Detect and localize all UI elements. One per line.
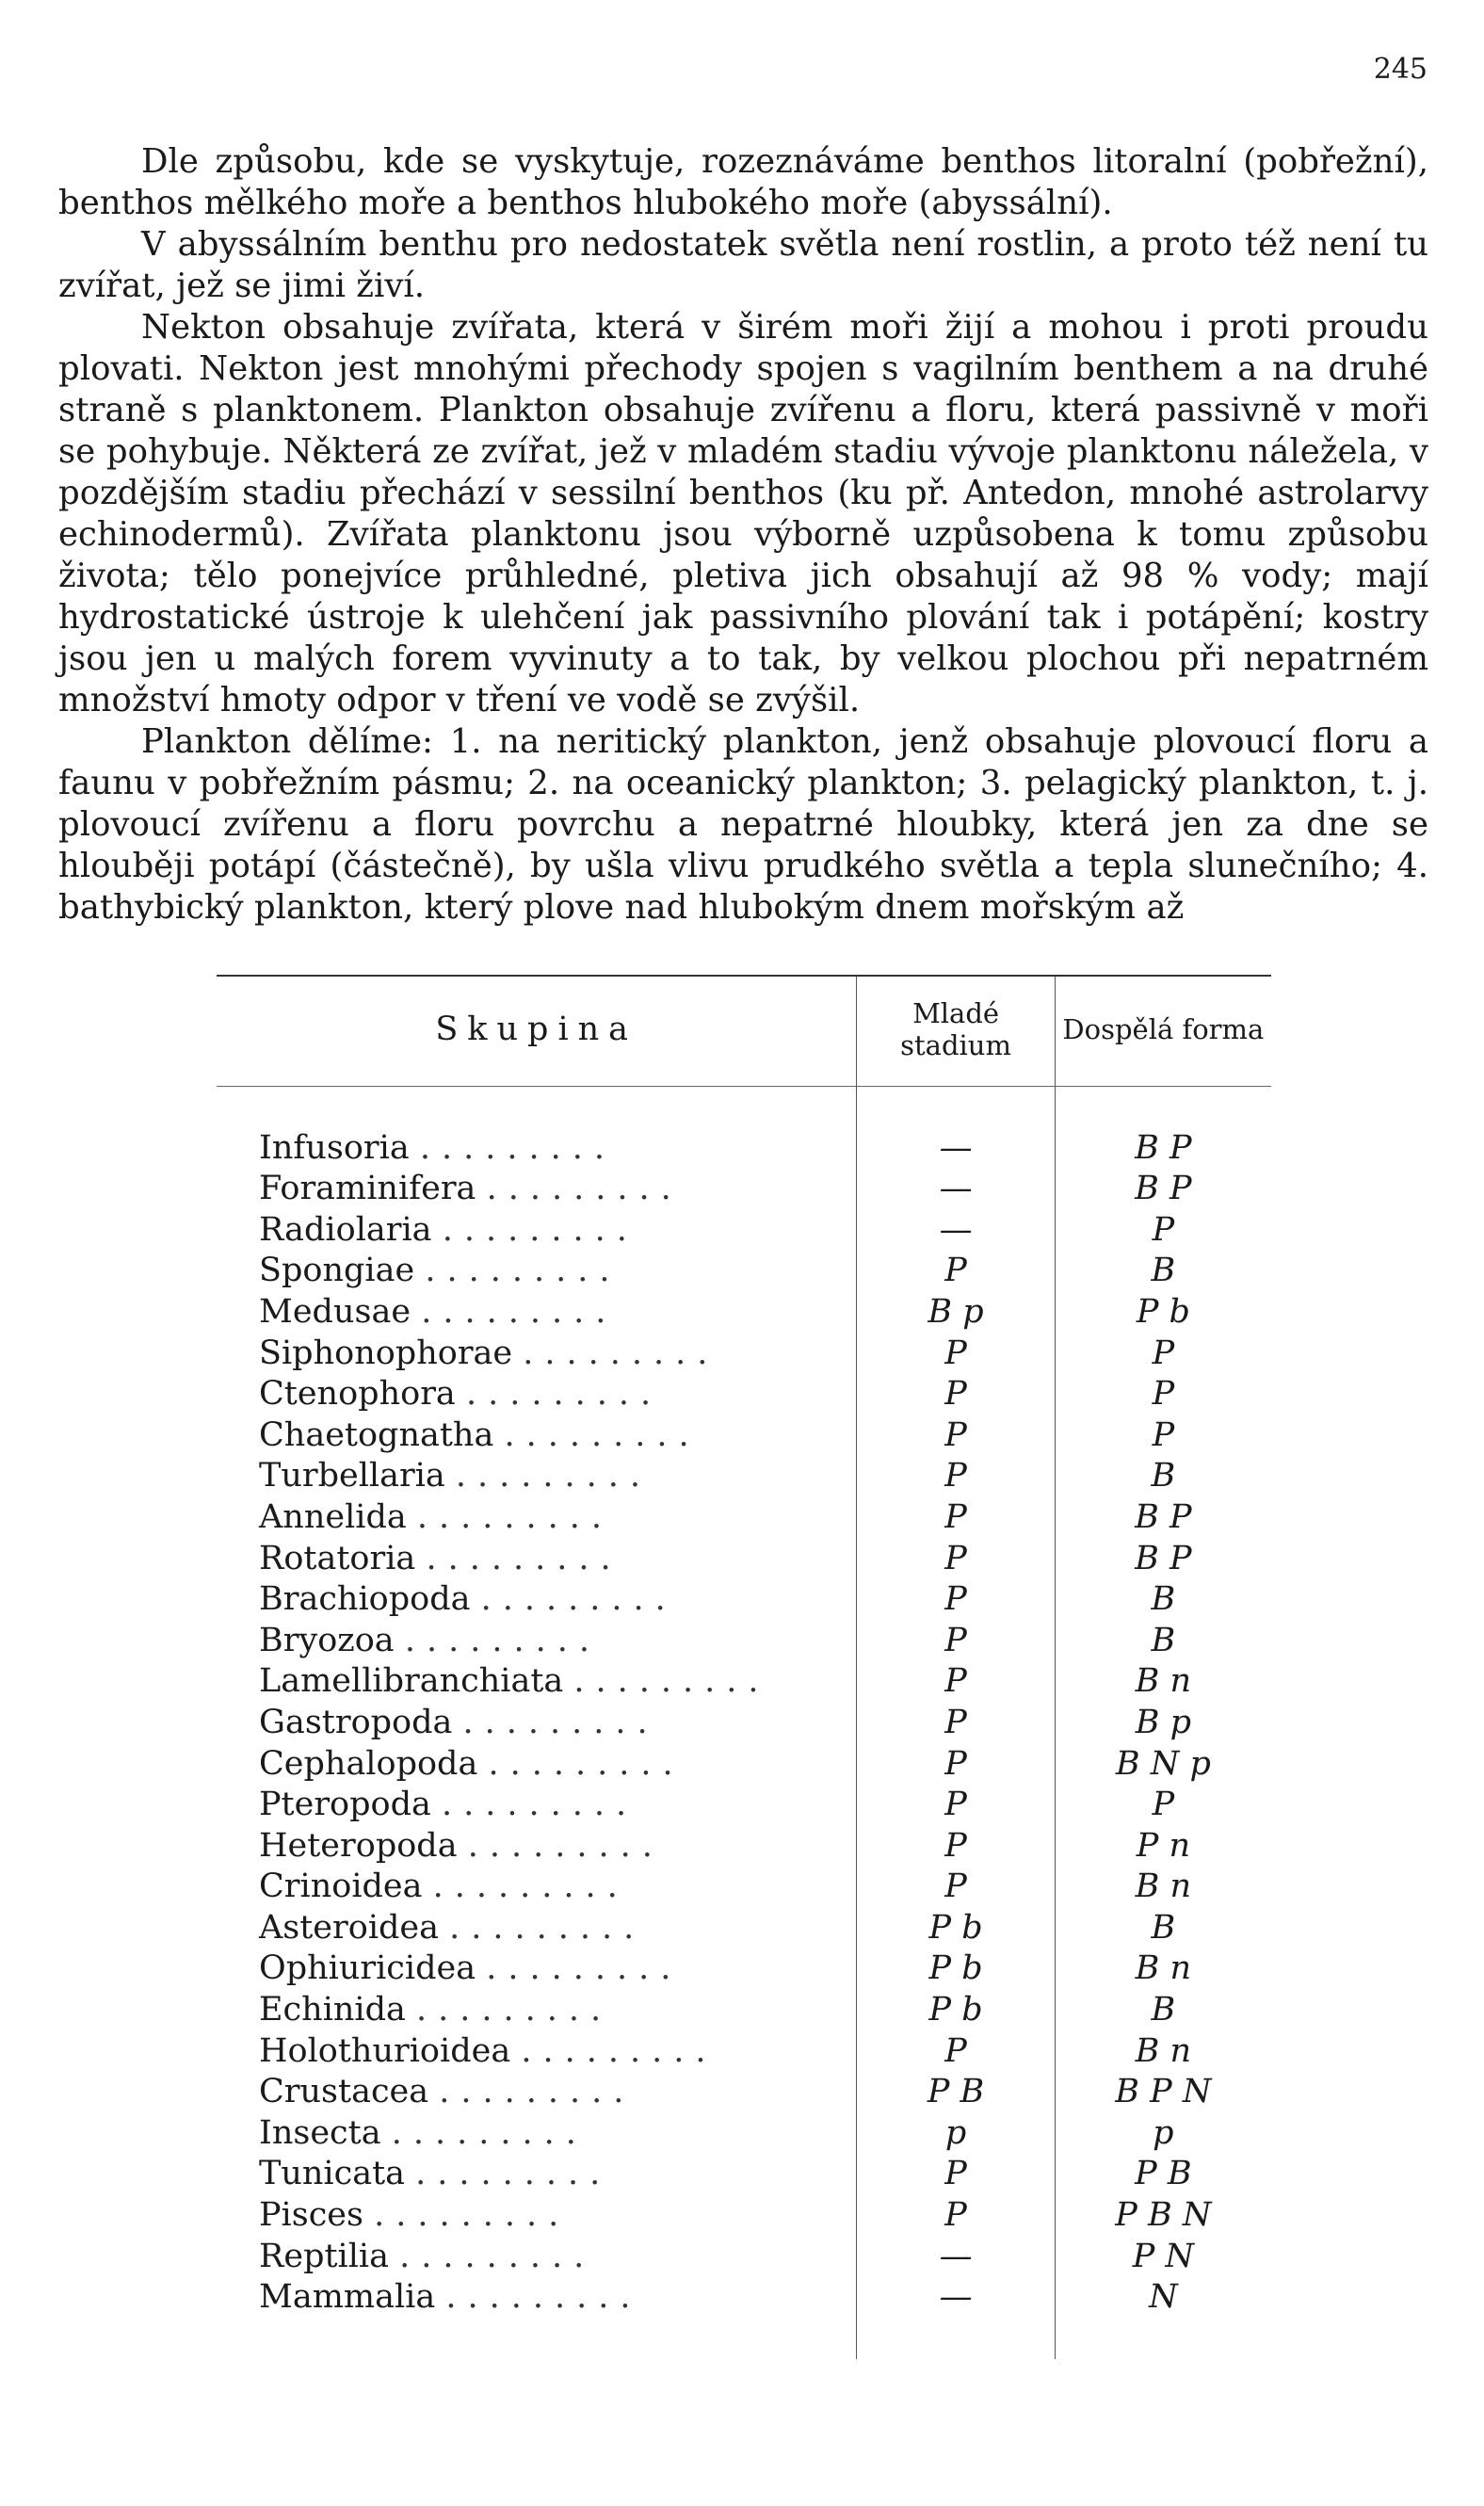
row-adult-form: P B N <box>1115 2196 1212 2235</box>
table-row <box>217 2031 1271 2073</box>
row-leader-dots: ......... <box>426 1539 622 1577</box>
row-group-name: Bryozoa <box>259 1621 395 1659</box>
table-row <box>217 1948 1271 1990</box>
row-adult-form: N <box>1149 2278 1178 2317</box>
row-young-stage: P b <box>857 1990 1055 2031</box>
row-leader-dots: ......... <box>432 1867 629 1906</box>
row-adult-form: P N <box>1132 2237 1195 2275</box>
row-group-name: Insecta <box>259 2113 381 2152</box>
row-group-cell <box>217 1990 857 2031</box>
row-leader-dots: ......... <box>467 1826 664 1865</box>
paragraph-3: Nekton obsahuje zvířata, která v širém moři žijí a mohou i proti proudu plovati. Nekton jest mnohými přechody spojen s vagilním benthem a na druhé straně s planktonem. Plankton obsahuje zvířenu a floru, která passivně v moři se pohybuje. Některá ze zvířat, jež v mladém stadiu vývoje planktonu náležela, v pozdějším stadiu přechází v sessilní benthos (ku př. Antedon, mnohé astrolarvy echinodermů). Zvířata planktonu jsou výborně uzpůsobena k tomu způsobu života; tělo ponejvíce průhledné, pletiva jich obsahují až 98 % vody; mají hydrostatické ústroje k ulehčení jak passivního plování tak i potápění; kostry jsou jen u malých forem vyvinuty a to tak, by velkou plochou při nepatrném množství hmoty odpor v tření ve vodě se zvýšil. <box>58 308 1428 719</box>
row-group-cell <box>217 1210 857 1252</box>
row-group-name: Echinida <box>259 1991 406 2029</box>
row-group-name: Cephalopoda <box>259 1744 478 1783</box>
row-group-name: Mammalia <box>259 2278 436 2317</box>
row-group-name: Heteropoda <box>259 1826 458 1865</box>
row-leader-dots: ......... <box>465 1375 663 1414</box>
table-row <box>217 1579 1271 1621</box>
row-group-cell <box>217 1251 857 1292</box>
groups-table <box>217 977 1271 2359</box>
row-group-name: Siphonophorae <box>259 1334 513 1372</box>
table-row <box>217 1785 1271 1826</box>
row-leader-dots: ......... <box>404 1621 601 1659</box>
row-young-stage: P <box>857 1785 1055 1826</box>
table-row <box>217 2113 1271 2155</box>
row-leader-dots: ......... <box>374 2196 571 2235</box>
row-group-cell <box>217 2237 857 2278</box>
row-group-cell <box>217 1826 857 1867</box>
table-row <box>217 1334 1271 1375</box>
row-young-stage: — <box>857 2277 1055 2319</box>
table-row <box>217 1826 1271 1867</box>
row-adult-form: p <box>1153 2113 1174 2152</box>
row-adult-form: P B <box>1135 2155 1192 2193</box>
row-adult-form: B P N <box>1115 2073 1212 2111</box>
row-group-name: Rotatoria <box>259 1539 416 1577</box>
row-leader-dots: ......... <box>523 1334 719 1372</box>
row-group-name: Pteropoda <box>259 1786 431 1824</box>
table-row <box>217 1374 1271 1415</box>
row-group-cell <box>217 2154 857 2195</box>
row-group-cell <box>217 1867 857 1908</box>
row-group-cell <box>217 2031 857 2073</box>
row-leader-dots: ......... <box>449 1908 646 1947</box>
row-young-stage: P <box>857 1661 1055 1703</box>
body-text <box>58 141 1428 929</box>
row-young-stage: — <box>857 1128 1055 1170</box>
row-group-cell <box>217 2113 857 2155</box>
row-young-stage: — <box>857 1210 1055 1252</box>
row-group-name: Chaetognatha <box>259 1415 494 1454</box>
row-adult-form: P n <box>1136 1826 1190 1865</box>
row-young-stage: P <box>857 1744 1055 1786</box>
table-row <box>217 1415 1271 1457</box>
row-group-name: Infusoria <box>259 1128 410 1167</box>
row-young-stage: P b <box>857 1948 1055 1990</box>
table-row <box>217 2237 1271 2278</box>
row-young-stage: P <box>857 1867 1055 1908</box>
row-young-stage: P <box>857 1497 1055 1539</box>
row-young-stage: P <box>857 1579 1055 1621</box>
row-young-stage: P <box>857 2195 1055 2237</box>
row-young-stage: P <box>857 1539 1055 1580</box>
row-leader-dots: ......... <box>504 1415 701 1454</box>
row-young-stage: B p <box>857 1292 1055 1334</box>
row-group-name: Lamellibranchiata <box>259 1662 564 1701</box>
row-group-name: Ctenophora <box>259 1375 456 1414</box>
row-group-cell <box>217 1785 857 1826</box>
row-group-name: Brachiopoda <box>259 1580 471 1619</box>
row-adult-form: B n <box>1135 1867 1192 1906</box>
paragraph-4: Plankton dělíme: 1. na neritický plankton, jenž obsahuje plovoucí floru a faunu v pobřežním pásmu; 2. na oceanický plankton; 3. pelagický plankton, t. j. plovoucí zvířenu a floru povrchu a nepatrné hloubky, která jen za dne se hlouběji potápí (částečně), by ušla vlivu prudkého světla a tepla slunečního; 4. bathybický plankton, který plove nad hlubokým dnem mořským až <box>58 722 1428 927</box>
table-row <box>217 2154 1271 2195</box>
row-group-cell <box>217 1579 857 1621</box>
row-leader-dots: ......... <box>416 1497 614 1536</box>
row-young-stage: P <box>857 1415 1055 1457</box>
row-adult-form: B P <box>1135 1497 1192 1536</box>
row-group-cell <box>217 1661 857 1703</box>
row-group-name: Reptilia <box>259 2237 389 2275</box>
table-row <box>217 1169 1271 1210</box>
table-row <box>217 1456 1271 1497</box>
row-adult-form: B P <box>1135 1128 1192 1167</box>
row-young-stage: P <box>857 2154 1055 2195</box>
row-group-cell <box>217 1703 857 1744</box>
row-leader-dots: ......... <box>573 1662 770 1701</box>
row-young-stage: — <box>857 1169 1055 1210</box>
row-group-cell <box>217 1334 857 1375</box>
row-group-cell <box>217 1415 857 1457</box>
row-leader-dots: ......... <box>439 2073 636 2111</box>
row-adult-form: B n <box>1135 1662 1192 1701</box>
row-young-stage: p <box>857 2113 1055 2155</box>
table-row <box>217 1292 1271 1334</box>
row-adult-form: P <box>1152 1334 1175 1372</box>
row-leader-dots: ......... <box>480 1580 677 1619</box>
row-adult-form: B <box>1151 1252 1176 1290</box>
header-adult: Dospělá forma <box>1062 1013 1265 1045</box>
table-row <box>217 2072 1271 2113</box>
row-leader-dots: ......... <box>391 2113 588 2152</box>
row-leader-dots: ......... <box>399 2237 596 2275</box>
row-group-cell <box>217 1539 857 1580</box>
row-group-cell <box>217 1497 857 1539</box>
row-group-cell <box>217 1292 857 1334</box>
row-leader-dots: ......... <box>486 1170 683 1208</box>
row-leader-dots: ......... <box>455 1457 653 1496</box>
row-group-name: Crustacea <box>259 2073 429 2111</box>
row-young-stage: P <box>857 2031 1055 2073</box>
row-group-cell <box>217 1374 857 1415</box>
row-leader-dots: ......... <box>419 1128 616 1167</box>
row-group-name: Medusae <box>259 1292 411 1331</box>
row-group-name: Foraminifera <box>259 1170 476 1208</box>
row-leader-dots: ......... <box>488 1744 685 1783</box>
row-group-name: Radiolaria <box>259 1210 432 1249</box>
paragraph-2: V abyssálním benthu pro nedostatek světla není rostlin, a proto též není tu zvířat, jež se jimi živí. <box>58 225 1428 305</box>
row-group-name: Asteroidea <box>259 1908 439 1947</box>
row-group-cell <box>217 1169 857 1210</box>
row-adult-form: B n <box>1135 1949 1192 1988</box>
row-group-name: Gastropoda <box>259 1703 453 1741</box>
row-leader-dots: ......... <box>445 2278 642 2317</box>
row-group-cell <box>217 1948 857 1990</box>
row-adult-form: P <box>1152 1415 1175 1454</box>
row-adult-form: B <box>1151 1457 1176 1496</box>
page-number: 245 <box>1373 53 1428 86</box>
row-group-cell <box>217 2072 857 2113</box>
table-row <box>217 1497 1271 1539</box>
row-group-cell <box>217 2195 857 2237</box>
row-young-stage: P B <box>857 2072 1055 2113</box>
row-leader-dots: ......... <box>486 1949 683 1988</box>
row-young-stage: P b <box>857 1908 1055 1949</box>
row-adult-form: B <box>1151 1991 1176 2029</box>
header-young: Mladé stadium <box>857 977 1055 1087</box>
row-young-stage: P <box>857 1374 1055 1415</box>
row-young-stage: P <box>857 1334 1055 1375</box>
table-row <box>217 1867 1271 1908</box>
row-adult-form: P <box>1152 1786 1175 1824</box>
row-group-name: Ophiuricidea <box>259 1949 476 1988</box>
row-group-cell <box>217 1128 857 1170</box>
table-row <box>217 1744 1271 1786</box>
row-adult-form: B P <box>1135 1170 1192 1208</box>
row-leader-dots: ......... <box>521 2031 718 2070</box>
row-adult-form: B <box>1151 1621 1176 1659</box>
table-row <box>217 1251 1271 1292</box>
row-adult-form: P <box>1152 1210 1175 1249</box>
row-group-cell <box>217 1621 857 1662</box>
row-group-name: Crinoidea <box>259 1867 423 1906</box>
paragraph-1: Dle způsobu, kde se vyskytuje, rozeznáváme benthos litoralní (pobřežní), benthos mělkého moře a benthos hlubokého moře (abyssální). <box>58 142 1428 222</box>
row-leader-dots: ......... <box>425 1252 621 1290</box>
row-group-cell <box>217 1744 857 1786</box>
groups-table-wrap <box>217 975 1271 2359</box>
row-group-name: Pisces <box>259 2196 363 2235</box>
table-row <box>217 2195 1271 2237</box>
row-young-stage: P <box>857 1826 1055 1867</box>
row-adult-form: B n <box>1135 2031 1192 2070</box>
row-group-name: Turbellaria <box>259 1457 445 1496</box>
row-young-stage: — <box>857 2237 1055 2278</box>
header-group: Skupina <box>217 977 857 1087</box>
row-adult-form: B N p <box>1115 1744 1211 1783</box>
row-leader-dots: ......... <box>442 1786 638 1824</box>
table-row <box>217 1703 1271 1744</box>
row-young-stage: P <box>857 1621 1055 1662</box>
row-adult-form: B <box>1151 1908 1176 1947</box>
row-adult-form: B <box>1151 1580 1176 1619</box>
table-row <box>217 1539 1271 1580</box>
table-row <box>217 1210 1271 1252</box>
row-adult-form: B P <box>1135 1539 1192 1577</box>
row-group-name: Tunicata <box>259 2155 406 2193</box>
row-adult-form: P <box>1152 1375 1175 1414</box>
row-group-name: Spongiae <box>259 1252 415 1290</box>
row-group-name: Holothurioidea <box>259 2031 511 2070</box>
table-row <box>217 2277 1271 2319</box>
table-row <box>217 1621 1271 1662</box>
row-leader-dots: ......... <box>421 1292 618 1331</box>
table-row <box>217 1128 1271 1170</box>
table-row <box>217 1990 1271 2031</box>
row-group-name: Annelida <box>259 1497 407 1536</box>
row-group-cell <box>217 1908 857 1949</box>
row-adult-form: P b <box>1136 1292 1190 1331</box>
row-leader-dots: ......... <box>442 1210 638 1249</box>
row-leader-dots: ......... <box>462 1703 659 1741</box>
row-young-stage: P <box>857 1703 1055 1744</box>
row-leader-dots: ......... <box>416 1991 613 2029</box>
row-young-stage: P <box>857 1251 1055 1292</box>
row-young-stage: P <box>857 1456 1055 1497</box>
row-group-cell <box>217 1456 857 1497</box>
row-group-cell <box>217 2277 857 2319</box>
table-row <box>217 1908 1271 1949</box>
row-adult-form: B p <box>1135 1703 1191 1741</box>
row-leader-dots: ......... <box>415 2155 612 2193</box>
table-row <box>217 1661 1271 1703</box>
